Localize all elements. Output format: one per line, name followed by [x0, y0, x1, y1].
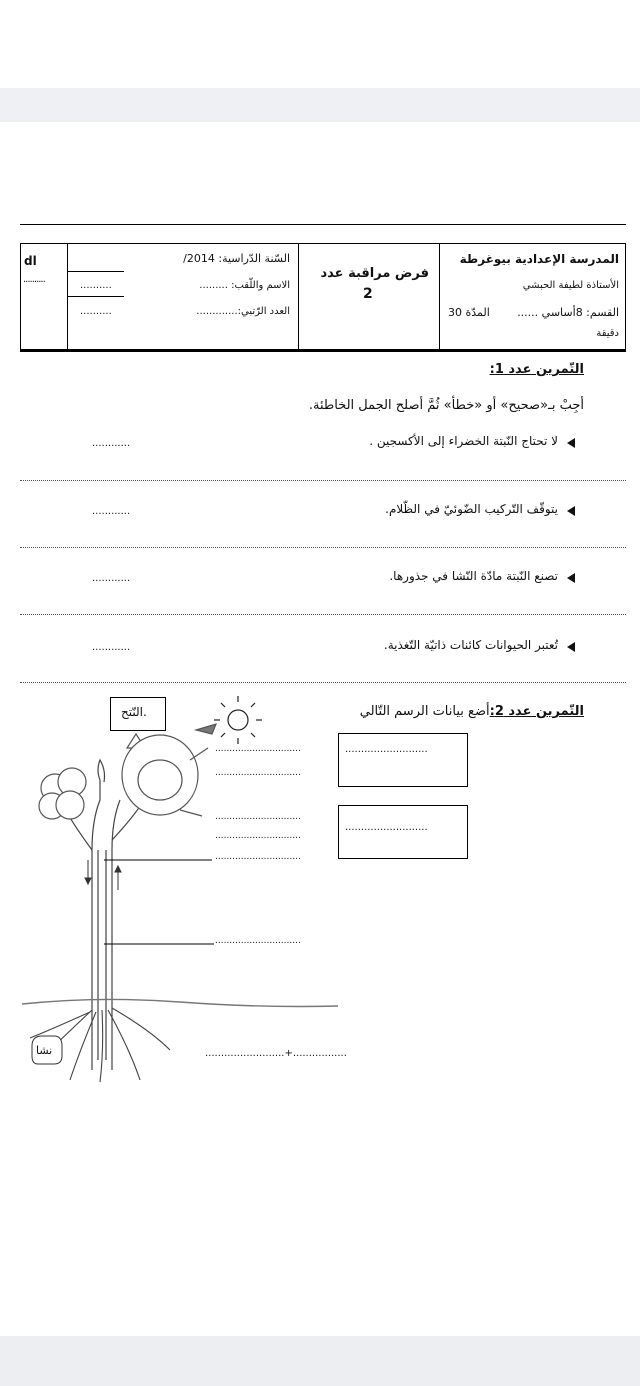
label-line-1[interactable]: .............................. [215, 744, 301, 754]
ground-line [22, 999, 338, 1006]
sun-icon [214, 696, 262, 744]
answer-blank-1[interactable]: ............ [92, 438, 131, 449]
left-dots: .......... [23, 274, 45, 285]
bullet-icon [567, 506, 575, 516]
app-top-bar [0, 0, 640, 88]
starch-label: نشا [36, 1044, 53, 1057]
answer-blank-2[interactable]: ............ [92, 506, 131, 517]
label-box-2-dots: .......................... [345, 822, 428, 833]
label-box-2[interactable] [338, 805, 468, 859]
header-title-cell [299, 244, 440, 351]
correction-line-2[interactable] [20, 547, 626, 548]
exercise1-instruction: أجِبْ بـ«صحيح» أو «خطأ» ثُمَّ أصلح الجمل الخاطئة. [308, 398, 584, 413]
transpiration-label: النّتح. [121, 705, 147, 719]
label-line-2[interactable]: .............................. [215, 768, 301, 778]
statement-2: يتوقّف التّركيب الضّوئيّ في الظّلام. [385, 502, 558, 516]
statement-3: تصنع النّبتة مادّة النّشا في جذورها. [389, 569, 558, 583]
school-name: المدرسة الإعدادية بيوغرطة [459, 252, 619, 266]
bullet-icon [567, 573, 575, 583]
school-year: السّنة الدّراسية: 2014/ [183, 252, 290, 265]
exercise2-heading [360, 704, 584, 719]
duration-label: المدّة 30 [448, 306, 490, 319]
bullet-icon [567, 438, 575, 448]
plant-diagram [20, 690, 340, 1090]
name-dots: .......... [80, 280, 112, 291]
label-box-1-dots: .......................... [345, 744, 428, 755]
cell-rule [68, 271, 124, 272]
label-line-4[interactable]: .............................. [215, 831, 301, 841]
answer-blank-3[interactable]: ............ [92, 573, 131, 584]
divider-band [0, 88, 640, 122]
correction-line-3[interactable] [20, 614, 626, 615]
header-student-cell [68, 244, 299, 351]
name-field[interactable]: الاسم واللّقب: ......... [199, 280, 290, 291]
exercise2-title: التّمرين عدد 2: [489, 704, 584, 719]
answer-blank-4[interactable]: ............ [92, 642, 131, 653]
header-table [20, 243, 626, 352]
exercise1-title: التّمرين عدد 1: [489, 362, 584, 377]
correction-line-1[interactable] [20, 480, 626, 481]
class-label: القسم: 8أساسي ...... [517, 306, 619, 319]
label-line-3[interactable]: .............................. [215, 812, 301, 822]
statement-4: تُعتبر الحيوانات كائنات ذاتيّة التّغذية. [383, 638, 558, 652]
header-left-cell [21, 244, 68, 351]
statement-1: لا تحتاج النّبتة الخضراء إلى الأكسجين . [369, 434, 558, 448]
leaf-icon [39, 768, 86, 819]
bullet-icon [567, 642, 575, 652]
sum-line[interactable]: .........................+................. [205, 1048, 347, 1059]
bottom-band [0, 1336, 640, 1386]
pointer-lines [104, 860, 214, 944]
header-school-cell [440, 244, 626, 351]
cell-rule [68, 296, 124, 297]
left-fragment: dl [24, 254, 37, 268]
label-box-1[interactable] [338, 733, 468, 787]
duration-unit: دقيقة [596, 328, 619, 339]
order-number-field[interactable]: العدد الرّتبي:............. [196, 306, 290, 317]
label-line-5[interactable]: .............................. [215, 852, 301, 862]
test-number: 2 [363, 286, 373, 302]
top-rule [20, 224, 626, 225]
teacher-name: الأستاذة لطيفة الحبشي [522, 280, 619, 291]
order-dots: .......... [80, 306, 112, 317]
sap-flow-arrows-icon [85, 860, 121, 890]
test-title: فرض مراقبة عدد [320, 266, 429, 281]
label-line-6[interactable]: .............................. [215, 936, 301, 946]
exercise2-instruction: أضع بيانات الرسم التّالي [359, 704, 490, 719]
correction-line-4[interactable] [20, 682, 626, 683]
